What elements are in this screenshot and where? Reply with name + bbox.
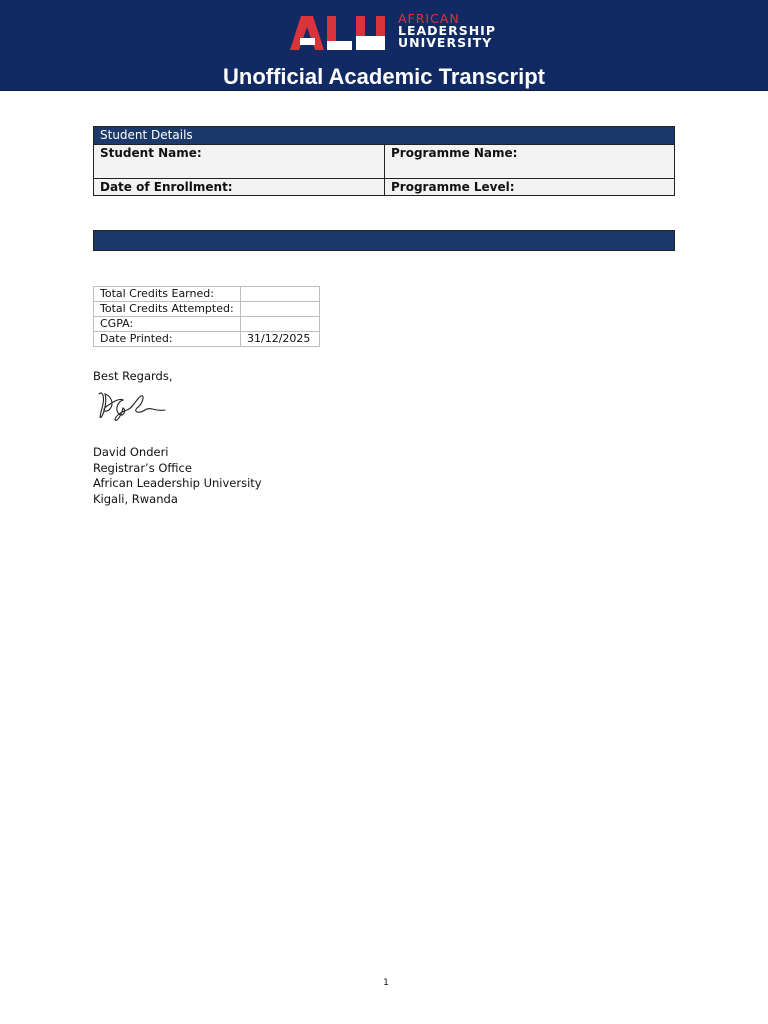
header-banner [0,0,768,91]
summary-label: Total Credits Earned: [94,287,241,302]
closing-salutation: Best Regards, [93,369,173,383]
signatory-name: David Onderi [93,445,169,459]
table-row [94,302,320,317]
summary-label: Total Credits Attempted: [94,302,241,317]
summary-value [241,302,320,317]
courses-header-band [93,230,675,251]
summary-label: Date Printed: [94,332,241,347]
student-name-label: Student Name: [100,146,202,160]
signatory-block [93,445,262,507]
logo-line-african: AFRICAN [398,11,460,26]
enrollment-label: Date of Enrollment: [100,180,233,194]
summary-value [241,287,320,302]
logo-line-university: UNIVERSITY [398,35,493,50]
table-row [94,287,320,302]
alu-logo [290,12,510,52]
signatory-location: Kigali, Rwanda [93,491,178,506]
programme-level-label: Programme Level: [384,179,674,195]
table-row [94,332,320,347]
logo-line-leadership: LEADERSHIP [398,23,496,38]
date-printed-value: 31/12/2025 [241,332,320,347]
signature-icon [93,386,173,424]
alu-logo-mark-icon [290,14,392,50]
student-details-heading: Student Details [94,127,674,145]
student-details-table [93,126,675,196]
summary-label: CGPA: [94,317,241,332]
table-row [94,317,320,332]
table-row [94,145,674,179]
programme-name-label: Programme Name: [384,145,674,178]
logo-wordmark [398,13,496,49]
signatory-institution: African Leadership University [93,476,262,490]
signatory-office: Registrar’s Office [93,460,192,475]
credits-summary-table [93,286,320,347]
table-row [94,179,674,195]
summary-value [241,317,320,332]
page-number: 1 [383,978,389,988]
page-title: Unofficial Academic Transcript [223,64,545,89]
